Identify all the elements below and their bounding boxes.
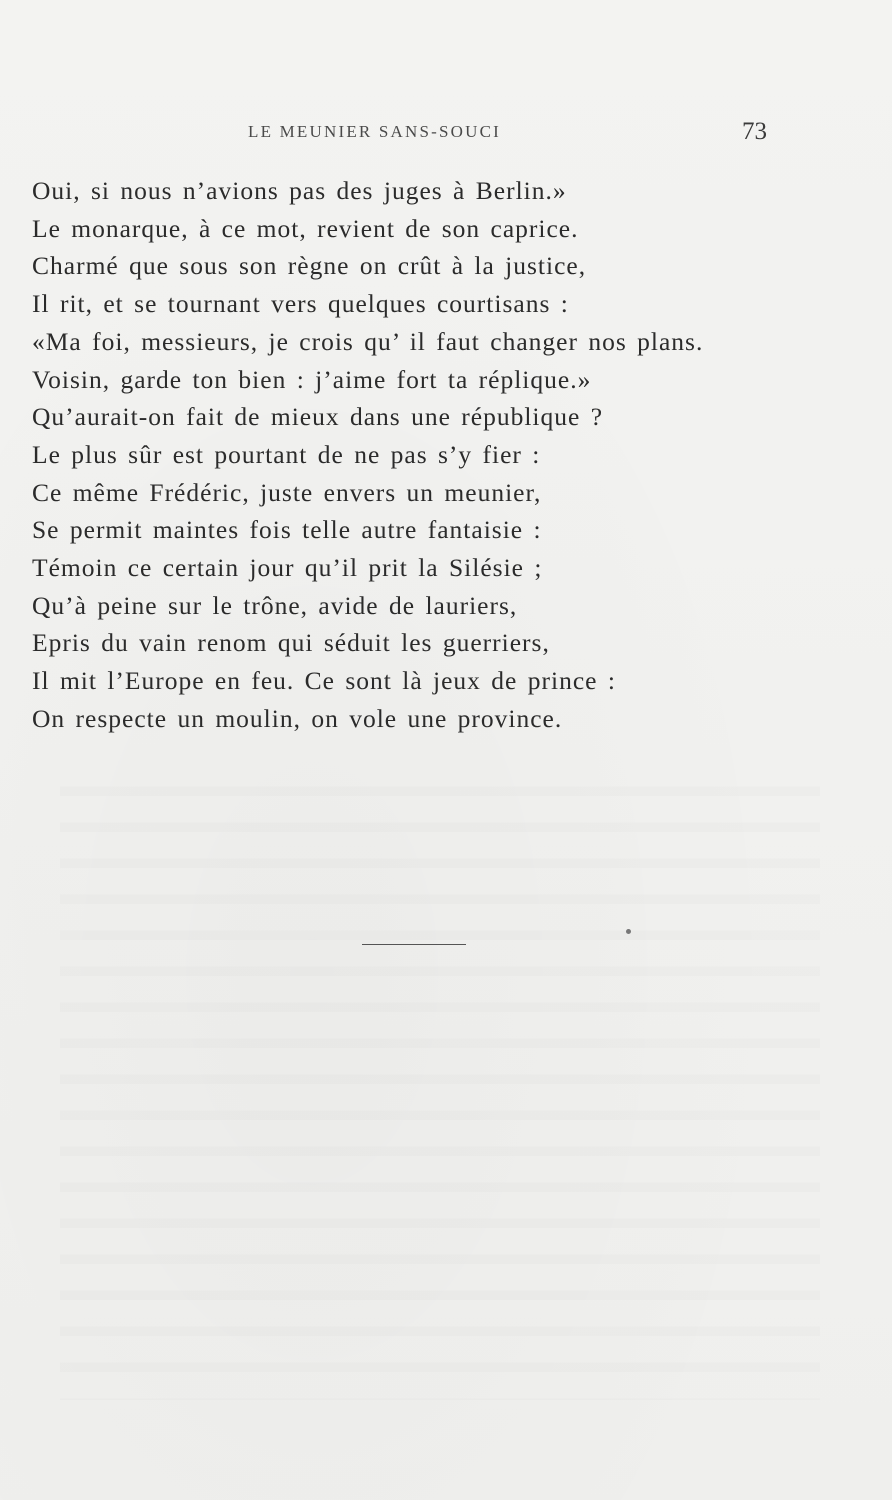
verse-line: Il mit l’Europe en feu. Ce sont là jeux de prince : — [32, 666, 616, 696]
verse-line: Se permit maintes fois telle autre fantaisie : — [32, 515, 542, 545]
verse-line: Charmé que sous son règne on crût à la justice, — [32, 251, 587, 281]
page-number: 73 — [742, 118, 767, 145]
verse-line: Le monarque, à ce mot, revient de son caprice. — [32, 213, 579, 243]
section-divider-rule — [362, 944, 466, 945]
verse-line: Le plus sûr est pourtant de ne pas s’y fier : — [32, 439, 541, 469]
verse-line: Témoin ce certain jour qu’il prit la Silésie ; — [32, 553, 543, 583]
verse-line: Il rit, et se tournant vers quelques courtisans : — [32, 289, 569, 319]
running-head — [0, 118, 892, 148]
print-speck — [626, 929, 631, 934]
verse-line: Oui, si nous n’avions pas des juges à Berlin.» — [32, 176, 567, 205]
verse-line: On respecte un moulin, on vole une province. — [32, 703, 563, 733]
verse-line: Epris du vain renom qui séduit les guerriers, — [32, 628, 550, 658]
running-title: LE MEUNIER SANS-SOUCI — [248, 122, 502, 141]
verse-line: «Ma foi, messieurs, je crois qu’ il faut changer nos plans. — [32, 326, 704, 356]
show-through-background — [60, 760, 820, 1400]
verse-line: Qu’à peine sur le trône, avide de lauriers, — [32, 590, 518, 620]
poem-text — [32, 172, 792, 738]
verse-line: Qu’aurait-on fait de mieux dans une république ? — [32, 402, 604, 432]
verse-line: Voisin, garde ton bien : j’aime fort ta réplique.» — [32, 364, 592, 394]
verse-line: Ce même Frédéric, juste envers un meunier, — [32, 477, 542, 507]
